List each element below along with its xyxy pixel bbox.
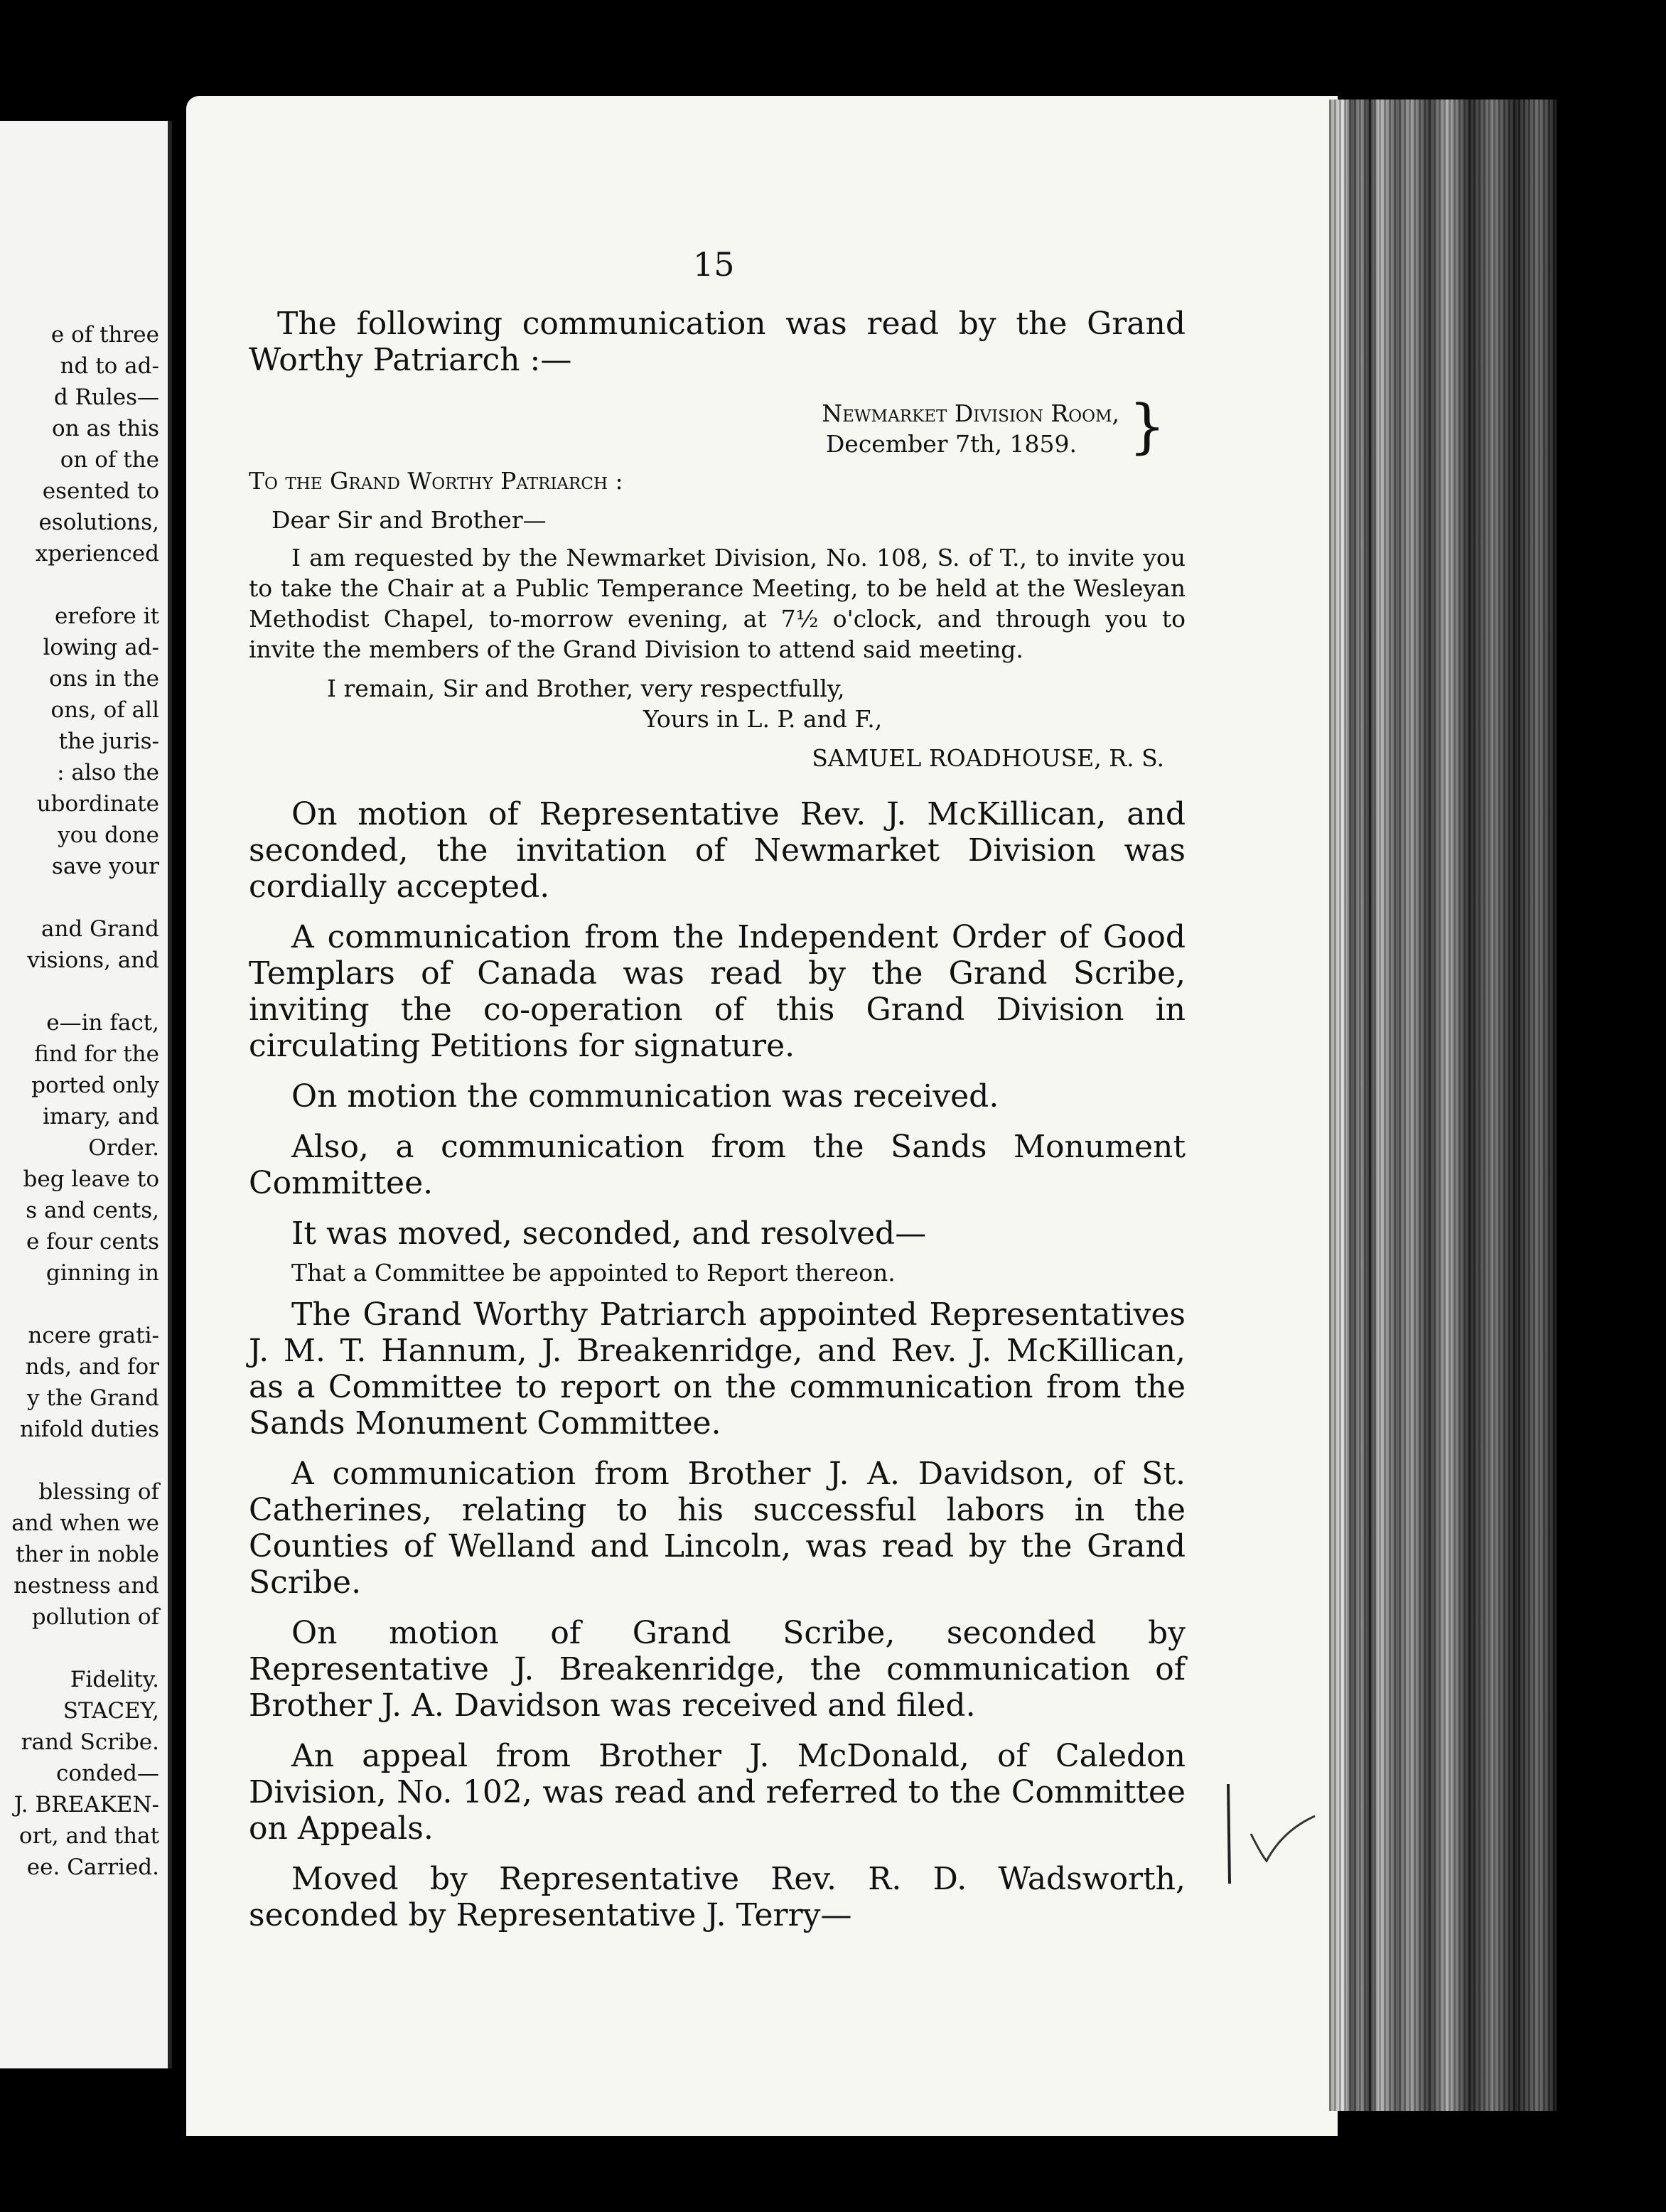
left-page-line: and Grand [41, 916, 159, 942]
left-page-line: e of three [50, 322, 159, 348]
left-page-line: ther in noble [16, 1542, 159, 1567]
left-page-line: ee. Carried. [26, 1854, 159, 1880]
left-page-line: pollution of [31, 1604, 159, 1630]
letter-salutation: Dear Sir and Brother— [272, 506, 547, 534]
left-page-line: J. BREAKEN- [14, 1792, 159, 1818]
paragraph-9: On motion of Grand Scribe, seconded by Representative J. Breakenridge, the communication of Brother J. A. Davidson was received and filed. [249, 1615, 1186, 1724]
left-page-line: visions, and [27, 947, 159, 973]
left-page-line: blessing of [38, 1479, 159, 1505]
left-page-line: conded— [55, 1761, 159, 1786]
left-page-line: ncere grati- [28, 1323, 159, 1348]
left-page-line: on as this [52, 416, 159, 441]
left-page-line: lowing ad- [43, 635, 159, 660]
left-page-line: find for the [34, 1041, 159, 1067]
paragraph-10: An appeal from Brother J. McDonald, of Caledon Division, No. 102, was read and referred to the Committee on Appeals. [249, 1738, 1186, 1847]
left-page-line: the juris- [58, 729, 159, 754]
left-page-line: and when we [11, 1510, 159, 1536]
left-page-line: ginning in [45, 1260, 159, 1286]
letter-closing2: Yours in L. P. and F., [643, 705, 883, 733]
paragraph-4: Also, a communication from the Sands Monument Committee. [249, 1129, 1186, 1201]
letter-closing: I remain, Sir and Brother, very respectfully, [327, 675, 845, 702]
left-page-line: rand Scribe. [21, 1729, 159, 1755]
left-page-line: nifold duties [19, 1417, 159, 1442]
paragraph-7: The Grand Worthy Patriarch appointed Representatives J. M. T. Hannum, J. Breakenridge, and Rev. J. McKillican, as a Committee to report on the communication from the Sands Monument Committee. [249, 1296, 1186, 1441]
left-page-line: ubordinate [36, 791, 159, 817]
paragraph-6: That a Committee be appointed to Report thereon. [291, 1259, 896, 1287]
left-page-line: ported only [31, 1073, 159, 1098]
brace-glyph: } [1129, 393, 1166, 461]
left-page-line: xperienced [35, 541, 159, 567]
left-page-line: nd to ad- [60, 353, 159, 379]
intro-paragraph [249, 306, 1186, 378]
letter-place: Newmarket Division Room, [822, 399, 1119, 427]
left-page-line: esented to [42, 478, 159, 504]
intro-text: The following communication was read by the Grand Worthy Patriarch :— [249, 306, 1186, 378]
book-page-edges [1329, 100, 1557, 2111]
paragraph-8: A communication from Brother J. A. Davidson, of St. Catherines, relating to his successful labors in the Counties of Welland and Lincoln, was read by the Grand Scribe. [249, 1456, 1186, 1601]
left-page-line: Order. [88, 1135, 159, 1161]
left-page-line: esolutions, [38, 510, 159, 535]
paragraph-11: Moved by Representative Rev. R. D. Wadsworth, seconded by Representative J. Terry— [249, 1861, 1186, 1933]
left-page-line: erefore it [54, 603, 159, 629]
left-page-line: nds, and for [25, 1354, 159, 1380]
paragraph-1: On motion of Representative Rev. J. McKillican, and seconded, the invitation of Newmarket Division was cordially accepted. [249, 796, 1186, 905]
paragraph-2: A communication from the Independent Order of Good Templars of Canada was read by the Grand Scribe, inviting the co-operation of this Grand Division in circulating Petitions for signature. [249, 919, 1186, 1064]
left-page-line: on of the [60, 447, 159, 473]
left-page-line: ons in the [49, 666, 159, 692]
paragraph-3: On motion the communication was received. [291, 1078, 999, 1115]
letter [249, 466, 1186, 773]
left-page-line: STACEY, [63, 1698, 159, 1724]
page-number: 15 [693, 245, 735, 284]
left-page-line: y the Grand [27, 1385, 159, 1411]
left-page-line: e—in fact, [46, 1010, 159, 1036]
left-page-line: s and cents, [26, 1198, 159, 1223]
letter-heading [249, 398, 1119, 459]
left-page-line: ons, of all [50, 697, 159, 723]
left-page-line: imary, and [42, 1104, 159, 1129]
letter-addressee: To the Grand Worthy Patriarch : [249, 467, 623, 495]
left-page-line: : also the [57, 760, 159, 785]
minutes [249, 796, 1186, 1933]
left-page-line: you done [58, 822, 159, 848]
left-page-line: d Rules— [53, 385, 159, 410]
left-page-line: save your [51, 854, 159, 879]
left-page [0, 121, 172, 2068]
letter-date: December 7th, 1859. [825, 430, 1077, 458]
left-page-line: nestness and [14, 1573, 159, 1599]
handwritten-checkmark [1222, 1777, 1322, 1898]
left-page-line: Fidelity. [70, 1667, 159, 1692]
left-page-line: ort, and that [18, 1823, 159, 1849]
left-page-line: beg leave to [23, 1166, 159, 1192]
paragraph-5: It was moved, seconded, and resolved— [291, 1215, 927, 1252]
left-page-line: e four cents [26, 1229, 159, 1255]
letter-signature: SAMUEL ROADHOUSE, R. S. [812, 744, 1164, 772]
letter-body: I am requested by the Newmarket Division, No. 108, S. of T., to invite you to take the Chair at a Public Temperance Meeting, to be held at the Wesleyan Methodist Chapel, to-morrow evening, at 7½ o'clock, and through you to invite the members of the Grand Division to attend said meeting. [249, 544, 1186, 663]
